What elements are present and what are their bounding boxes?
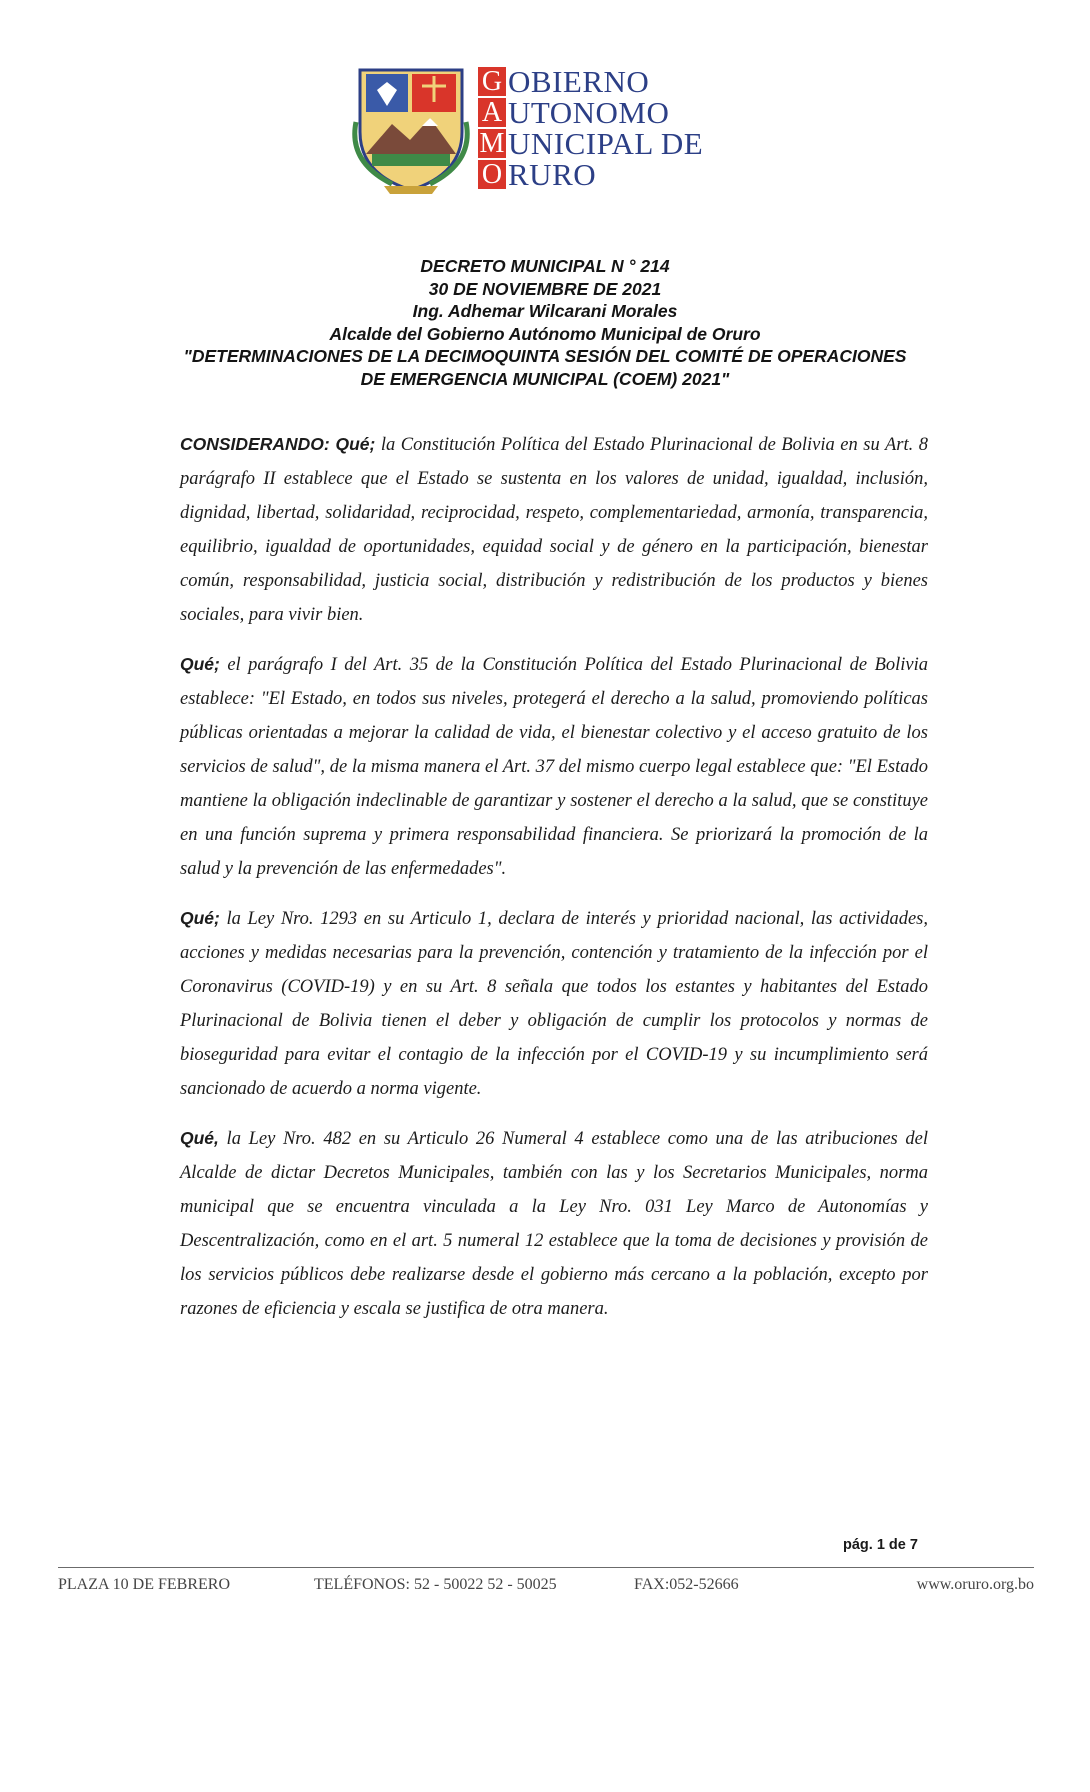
footer-phones: TELÉFONOS: 52 - 50022 52 - 50025	[314, 1576, 557, 1593]
paragraph-text: la Constitución Política del Estado Plurinacional de Bolivia en su Art. 8 parágrafo II establece que el Estado se sustenta en los valores de unidad, igualdad, inclusión, dignidad, libertad, solidaridad, reciprocidad, respeto, complementariedad, armonía, transparencia, equilibrio, igualdad de oportunidades, equidad social y de género en la participación, bienestar común, responsabilidad, justicia social, distribución y redistribución de los productos y bienes sociales, para vivir bien.	[180, 435, 928, 625]
logo-word: RURO	[508, 157, 597, 192]
logo-letter: G	[478, 67, 506, 96]
footer-address: PLAZA 10 DE FEBRERO	[58, 1576, 231, 1593]
footer-divider	[58, 1567, 1034, 1568]
paragraph-lead: Qué,	[180, 1128, 219, 1148]
considerando-paragraph	[180, 901, 928, 1106]
decree-body	[180, 427, 928, 1341]
considerando-paragraph	[180, 647, 928, 886]
logo-letter: A	[478, 98, 506, 127]
logo-letter: M	[479, 127, 505, 159]
paragraph-lead: Qué;	[180, 654, 220, 674]
considerando-paragraph	[180, 427, 928, 632]
logo-letter: O	[478, 160, 506, 189]
decree-header	[180, 255, 910, 390]
decree-date: 30 DE NOVIEMBRE DE 2021	[428, 278, 662, 299]
coat-of-arms-icon	[352, 62, 470, 197]
footer-website-link[interactable]: www.oruro.org.bo	[916, 1576, 1034, 1593]
paragraph-text: la Ley Nro. 1293 en su Articulo 1, declara de interés y prioridad nacional, las actividades, acciones y medidas necesarias para la prevención, contención y tratamiento de la infección por el Coronavirus (COVID-19) y en su Art. 8 señala que todos los estantes y habitantes del Estado Plurinacional de Bolivia tienen el deber y obligación de cumplir los protocolos y normas de bioseguridad para evitar el contagio de la infección por el COVID-19 y su incumplimiento será sancionado de acuerdo a norma vigente.	[180, 909, 928, 1099]
decree-number: DECRETO MUNICIPAL N ° 214	[420, 256, 670, 276]
paragraph-lead: Qué;	[180, 908, 220, 928]
logo-word: OBIERNO	[508, 64, 650, 99]
mayor-title: Alcalde del Gobierno Autónomo Municipal de Oruro	[329, 323, 761, 344]
logo-wordmark	[478, 66, 703, 190]
paragraph-lead: CONSIDERANDO: Qué;	[180, 434, 376, 454]
logo-word: UNICIPAL DE	[508, 126, 704, 161]
mayor-name: Ing. Adhemar Wilcarani Morales	[412, 301, 678, 321]
decree-subject: "DETERMINACIONES DE LA DECIMOQUINTA SESIÓN DEL COMITÉ DE OPERACIONES DE EMERGENCIA MUNICIPAL (COEM) 2021"	[183, 346, 907, 389]
page-number: pág. 1 de 7	[843, 1537, 918, 1553]
municipal-logo	[352, 62, 732, 202]
footer-fax: FAX:052-52666	[634, 1576, 739, 1593]
paragraph-text: el parágrafo I del Art. 35 de la Constitución Política del Estado Plurinacional de Bolivia establece: "El Estado, en todos sus niveles, protegerá el derecho a la salud, promoviendo políticas públicas orientadas a mejorar la calidad de vida, el bienestar colectivo y el acceso gratuito de los servicios de salud", de la misma manera el Art. 37 del mismo cuerpo legal establece que: "El Estado mantiene la obligación indeclinable de garantizar y sostener el derecho a la salud, que se constituye en una función suprema y primera responsabilidad financiera. Se priorizará la promoción de la salud y la prevención de las enfermedades".	[180, 655, 928, 879]
logo-word: UTONOMO	[508, 95, 670, 130]
considerando-paragraph	[180, 1121, 928, 1326]
paragraph-text: la Ley Nro. 482 en su Articulo 26 Numeral 4 establece como una de las atribuciones del Alcalde de dictar Decretos Municipales, también con las y los Secretarios Municipales, norma municipal que se encuentra vinculada a la Ley Nro. 031 Ley Marco de Autonomías y Descentralización, como en el art. 5 numeral 12 establece que la toma de decisiones y provisión de los servicios públicos debe realizarse desde el gobierno más cercano a la población, excepto por razones de eficiencia y escala se justifica de otra manera.	[180, 1129, 928, 1319]
